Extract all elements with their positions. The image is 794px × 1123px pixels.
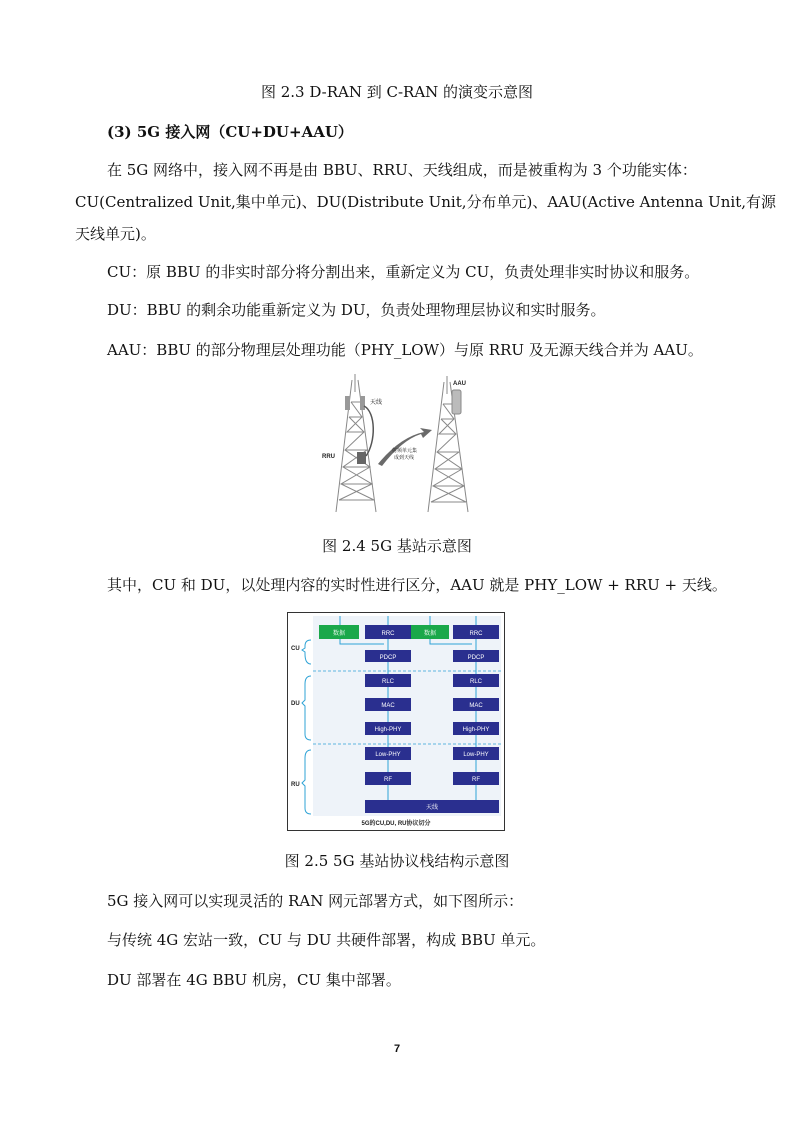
- aau-panel: [452, 390, 461, 414]
- label-rru: RRU: [322, 454, 335, 460]
- box-high-phy-left-label: High-PHY: [374, 727, 402, 733]
- caption-figure-2-5: 图 2.5 5G 基站协议栈结构示意图: [284, 852, 510, 870]
- intro-line-2: CU(Centralized Unit,集中单元)、DU(Distribute Unit,分布单元)、AAU(Active Antenna Unit,有源: [75, 193, 777, 211]
- box-low-phy-left-label: Low-PHY: [375, 752, 401, 758]
- box-low-phy-right-label: Low-PHY: [463, 752, 489, 758]
- page-number: 7: [393, 1043, 401, 1055]
- box-rlc-right-label: RLC: [469, 679, 483, 685]
- arrow-text-2: 成到天线: [394, 455, 415, 461]
- arrow-text-1: 射频单元集: [392, 448, 418, 454]
- paragraph-mode-2: DU 部署在 4G BBU 机房，CU 集中部署。: [107, 971, 401, 989]
- figure-bottom-caption: 5G的CU,DU, RU协议切分: [361, 821, 431, 827]
- box-high-phy-right-label: High-PHY: [462, 727, 490, 733]
- box-mac-right-label: MAC: [469, 703, 483, 709]
- rru-box: [357, 452, 366, 464]
- box-rf-right-label: RF: [472, 777, 480, 783]
- box-pdcp-right-label: PDCP: [467, 655, 485, 661]
- group-label-du: DU: [291, 701, 300, 707]
- group-label-ru: RU: [291, 782, 300, 788]
- intro-line-3: 天线单元)。: [75, 225, 156, 243]
- label-antenna: 天线: [370, 400, 383, 406]
- box-rlc-left-label: RLC: [381, 679, 395, 685]
- left-tower: [336, 374, 376, 512]
- paragraph-flexible-deployment: 5G 接入网可以实现灵活的 RAN 网元部署方式，如下图所示：: [107, 892, 524, 910]
- caption-figure-2-4: 图 2.4 5G 基站示意图: [322, 537, 472, 555]
- figure-inner-bg: [313, 616, 501, 816]
- box-rrc-right-label: RRC: [469, 631, 483, 637]
- caption-figure-2-3: 图 2.3 D-RAN 到 C-RAN 的演变示意图: [260, 83, 534, 101]
- box-mac-left-label: MAC: [381, 703, 395, 709]
- intro-line-1: 在 5G 网络中，接入网不再是由 BBU、RRU、天线组成，而是被重构为 3 个功能实体：: [107, 161, 697, 179]
- box-rrc-left-label: RRC: [381, 631, 395, 637]
- right-tower: [428, 376, 468, 512]
- figure-protocol-stack: [287, 612, 505, 832]
- box-data-right-label: 数据: [423, 631, 437, 637]
- paragraph-split: 其中，CU 和 DU，以处理内容的实时性进行区分，AAU 就是 PHY_LOW + RRU + 天线。: [107, 576, 727, 594]
- box-data-left-label: 数据: [332, 631, 346, 637]
- section-heading: (3) 5G 接入网（CU+DU+AAU）: [107, 123, 353, 141]
- figure-5g-base-station: [320, 372, 480, 514]
- antenna-panel-left: [360, 396, 365, 410]
- antenna-panel-left-2: [345, 396, 350, 410]
- paragraph-mode-1: 与传统 4G 宏站一致，CU 与 DU 共硬件部署，构成 BBU 单元。: [107, 931, 546, 949]
- label-aau: AAU: [453, 381, 466, 387]
- definition-du: DU：BBU 的剩余功能重新定义为 DU，负责处理物理层协议和实时服务。: [107, 301, 606, 319]
- box-pdcp-left-label: PDCP: [379, 655, 397, 661]
- definition-aau: AAU：BBU 的部分物理层处理功能（PHY_LOW）与原 RRU 及无源天线合并为 AAU。: [107, 341, 703, 359]
- group-label-cu: CU: [291, 646, 300, 652]
- box-rf-left-label: RF: [384, 777, 392, 783]
- box-antenna-label: 天线: [425, 805, 439, 811]
- definition-cu: CU：原 BBU 的非实时部分将分割出来，重新定义为 CU，负责处理非实时协议和服务。: [107, 263, 700, 281]
